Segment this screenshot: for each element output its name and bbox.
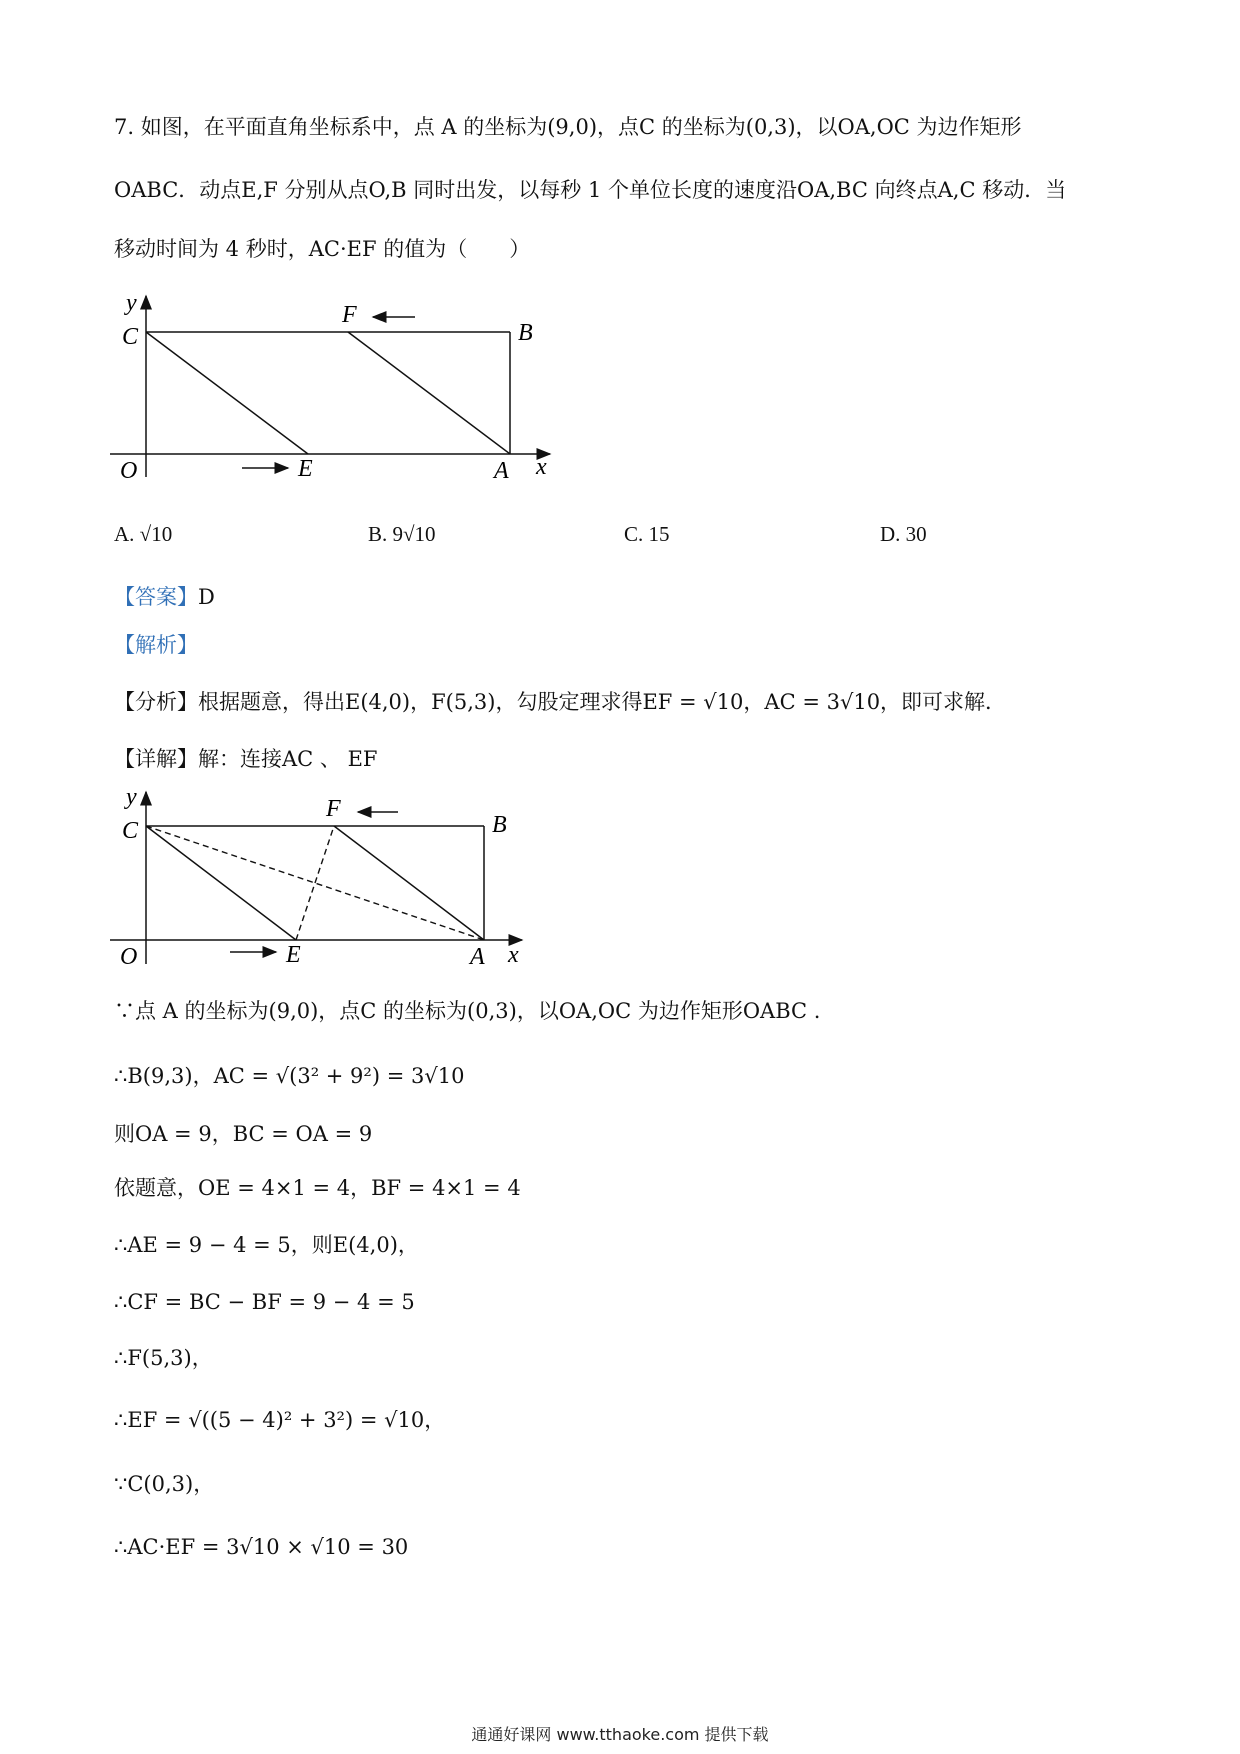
step-2: ∴B(9,3)，AC = √(3² + 9²) = 3√10 <box>114 1064 465 1088</box>
segment-fa-2 <box>334 826 484 940</box>
segment-ce-2 <box>146 826 296 940</box>
dashed-ef <box>296 826 334 940</box>
fenxi-line: 【分析】根据题意，得出E(4,0)，F(5,3)，勾股定理求得EF = √10，AC = 3√10，即可求解． <box>114 690 1007 714</box>
label-e: E <box>298 456 313 482</box>
step-7: ∴F(5,3)， <box>114 1346 213 1370</box>
option-c: C. 15 <box>624 522 670 546</box>
step-9: ∵C(0,3)， <box>114 1472 215 1496</box>
label-a: A <box>494 458 509 484</box>
label-e-2: E <box>286 942 301 968</box>
answer-line <box>114 582 215 612</box>
problem-line-3: 移动时间为 4 秒时，AC·EF 的值为（ ） <box>114 237 531 261</box>
label-x-2: x <box>508 942 519 968</box>
problem-line-1: 7. 如图，在平面直角坐标系中，点 A 的坐标为(9,0)，点C 的坐标为(0,3)，以OA,OC 为边作矩形 <box>114 115 1022 139</box>
label-o-2: O <box>120 944 138 970</box>
label-a-2: A <box>470 944 485 970</box>
segment-fa <box>348 332 510 454</box>
label-o: O <box>120 458 138 484</box>
step-6: ∴CF = BC − BF = 9 − 4 = 5 <box>114 1290 415 1314</box>
step-1: ∵点 A 的坐标为(9,0)，点C 的坐标为(0,3)，以OA,OC 为边作矩形OABC . <box>114 999 821 1023</box>
option-d: D. 30 <box>880 522 927 546</box>
step-3: 则OA = 9，BC = OA = 9 <box>114 1122 373 1146</box>
label-y-2: y <box>126 786 137 810</box>
label-c-2: C <box>122 818 139 844</box>
label-c: C <box>122 324 139 350</box>
label-b: B <box>518 320 533 346</box>
option-b: B. 9√10 <box>368 522 436 546</box>
step-10: ∴AC·EF = 3√10 × √10 = 30 <box>114 1535 409 1559</box>
label-y: y <box>126 292 137 316</box>
label-b-2: B <box>492 812 507 838</box>
segment-ce <box>146 332 308 454</box>
problem-line-2: OABC．动点E,F 分别从点O,B 同时出发，以每秒 1 个单位长度的速度沿OA,BC 向终点A,C 移动．当 <box>114 178 1067 202</box>
step-4: 依题意，OE = 4×1 = 4，BF = 4×1 = 4 <box>114 1176 521 1200</box>
option-a: A. √10 <box>114 522 173 546</box>
label-f: F <box>342 302 357 328</box>
step-8: ∴EF = √((5 − 4)² + 3²) = √10， <box>114 1408 446 1432</box>
step-5: ∴AE = 9 − 4 = 5，则E(4,0)， <box>114 1233 419 1257</box>
analysis-label: 【解析】 <box>114 633 198 657</box>
label-x: x <box>536 454 547 480</box>
answer-label: 【答案】 <box>114 585 198 609</box>
label-f-2: F <box>326 796 341 822</box>
problem-figure <box>110 292 570 492</box>
solution-figure <box>110 786 530 976</box>
footer-watermark: 通通好课网 www.tthaoke.com 提供下载 <box>471 1725 769 1744</box>
answer-value: D <box>198 585 215 609</box>
xiangjie-line: 【详解】解：连接AC 、 EF <box>114 747 378 771</box>
